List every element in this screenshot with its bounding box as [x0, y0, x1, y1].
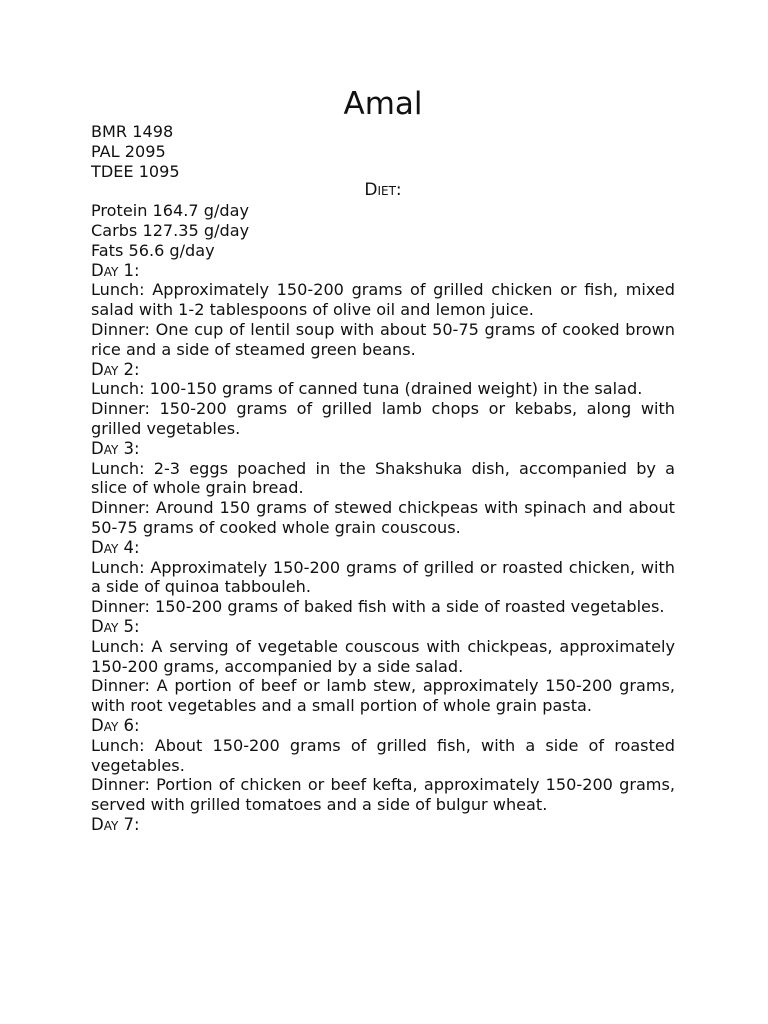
macro-value: 56.6 g/day [128, 240, 215, 260]
macro-carbs [91, 221, 675, 241]
macro-label: Protein [91, 201, 148, 221]
day-1-section [91, 261, 675, 360]
day-heading: Day 2: [91, 359, 140, 379]
dinner-entry: Dinner: Portion of chicken or beef kefta, approximately 150-200 grams, served with grilled tomatoes and a side of bulgur wheat. [91, 775, 675, 815]
lunch-entry: Lunch: 100-150 grams of canned tuna (drained weight) in the salad. [91, 379, 643, 399]
lunch-entry: Lunch: About 150-200 grams of grilled fish, with a side of roasted vegetables. [91, 735, 675, 775]
stat-value: 2095 [124, 141, 166, 161]
stats-block [91, 122, 675, 181]
stat-pal [91, 142, 675, 162]
stat-value: 1498 [132, 122, 174, 141]
stat-value: 1095 [138, 161, 180, 181]
day-heading: Day 4: [91, 537, 140, 557]
macro-label: Carbs [91, 220, 138, 240]
day-2-section [91, 360, 675, 439]
diet-heading: Diet: [364, 180, 402, 201]
day-6-section [91, 716, 675, 815]
dinner-entry: Dinner: One cup of lentil soup with about 50-75 grams of cooked brown rice and a side of steamed green beans. [91, 319, 675, 359]
stat-label: PAL [91, 141, 120, 161]
lunch-entry: Lunch: Approximately 150-200 grams of grilled chicken or fish, mixed salad with 1-2 tablespoons of olive oil and lemon juice. [91, 280, 675, 320]
lunch-entry: Lunch: 2-3 eggs poached in the Shakshuka dish, accompanied by a slice of whole grain bread. [91, 458, 675, 498]
dinner-entry: Dinner: Around 150 grams of stewed chickpeas with spinach and about 50-75 grams of cooked whole grain couscous. [91, 498, 675, 537]
stat-tdee [91, 162, 675, 182]
lunch-entry: Lunch: A serving of vegetable couscous with chickpeas, approximately 150-200 grams, accompanied by a side salad. [91, 636, 675, 676]
macro-protein [91, 201, 675, 221]
dinner-entry: Dinner: 150-200 grams of grilled lamb chops or kebabs, along with grilled vegetables. [91, 399, 675, 438]
day-4-section [91, 538, 675, 617]
macro-value: 164.7 g/day [152, 201, 249, 221]
stat-bmr [91, 122, 675, 142]
lunch-entry: Lunch: Approximately 150-200 grams of grilled or roasted chicken, with a side of quinoa tabbouleh. [91, 557, 675, 597]
stat-label: BMR [91, 122, 128, 141]
macros-block [91, 201, 675, 260]
day-heading: Day 3: [91, 438, 140, 458]
day-3-section [91, 439, 675, 538]
day-heading: Day 6: [91, 715, 140, 735]
day-5-section [91, 617, 675, 716]
dinner-entry: Dinner: 150-200 grams of baked fish with a side of roasted vegetables. [91, 597, 665, 617]
document-page [91, 84, 675, 835]
macro-label: Fats [91, 240, 124, 260]
dinner-entry: Dinner: A portion of beef or lamb stew, approximately 150-200 grams, with root vegetables and a small portion of whole grain pasta. [91, 676, 675, 716]
macro-value: 127.35 g/day [142, 220, 250, 240]
day-heading: Day 1: [91, 260, 140, 280]
stat-label: TDEE [91, 161, 134, 181]
document-title: Amal [343, 86, 423, 122]
day-heading: Day 5: [91, 616, 140, 636]
day-heading: Day 7: [91, 814, 140, 834]
macro-fats [91, 241, 675, 261]
day-7-section [91, 815, 675, 835]
